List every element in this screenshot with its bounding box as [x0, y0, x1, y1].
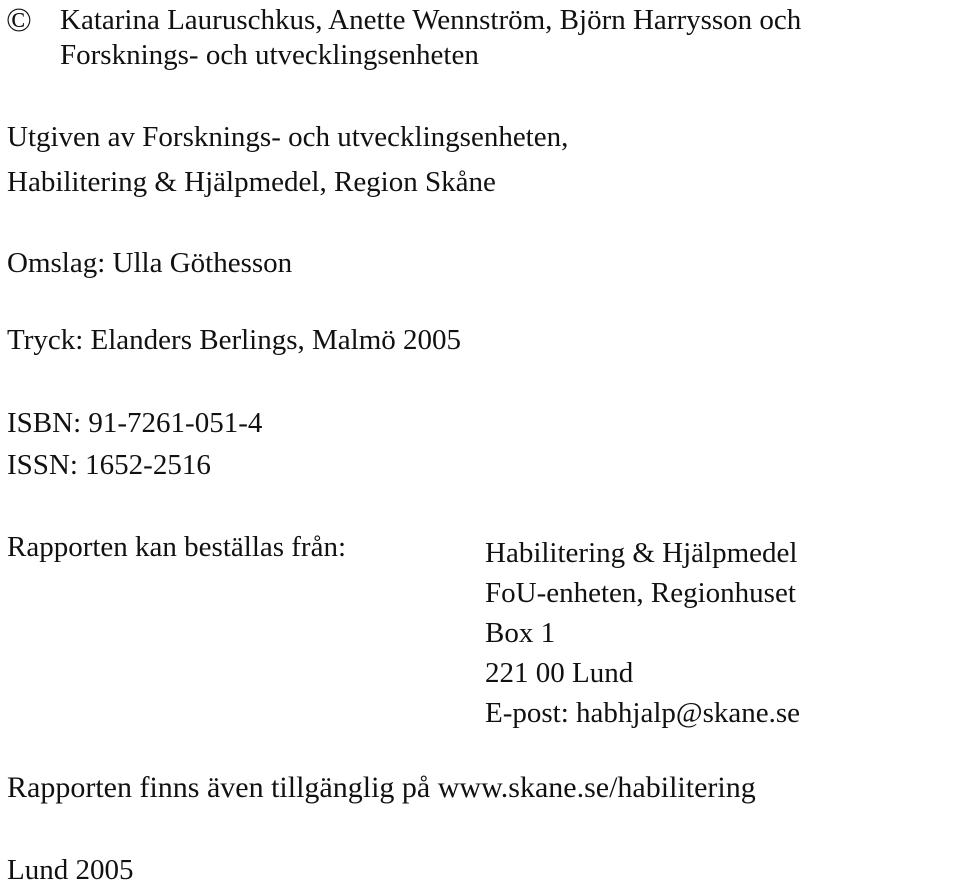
print-credit: Tryck: Elanders Berlings, Malmö 2005: [7, 324, 462, 356]
order-label: Rapporten kan beställas från:: [7, 531, 347, 563]
publisher-line-1: Utgiven av Forsknings- och utvecklingsenheten,: [7, 121, 569, 153]
isbn: ISBN: 91-7261-051-4: [7, 407, 263, 439]
order-address: [485, 533, 800, 733]
cover-credit: Omslag: Ulla Göthesson: [7, 247, 293, 279]
address-line: FoU-enheten, Regionhuset: [485, 577, 796, 609]
copyright-symbol: ©: [6, 2, 32, 39]
address-line: Box 1: [485, 617, 556, 649]
issn: ISSN: 1652-2516: [7, 449, 211, 481]
address-line: Habilitering & Hjälpmedel: [485, 537, 798, 569]
copyright-unit: Forsknings- och utvecklingsenheten: [60, 39, 479, 71]
copyright-authors: Katarina Lauruschkus, Anette Wennström, Björn Harrysson och: [60, 4, 802, 36]
publisher-line-2: Habilitering & Hjälpmedel, Region Skåne: [7, 166, 496, 198]
address-email: E-post: habhjalp@skane.se: [485, 697, 801, 729]
address-line: 221 00 Lund: [485, 657, 634, 689]
web-availability: Rapporten finns även tillgänglig på www.skane.se/habilitering: [7, 771, 756, 804]
footer-place-year: Lund 2005: [7, 854, 134, 886]
